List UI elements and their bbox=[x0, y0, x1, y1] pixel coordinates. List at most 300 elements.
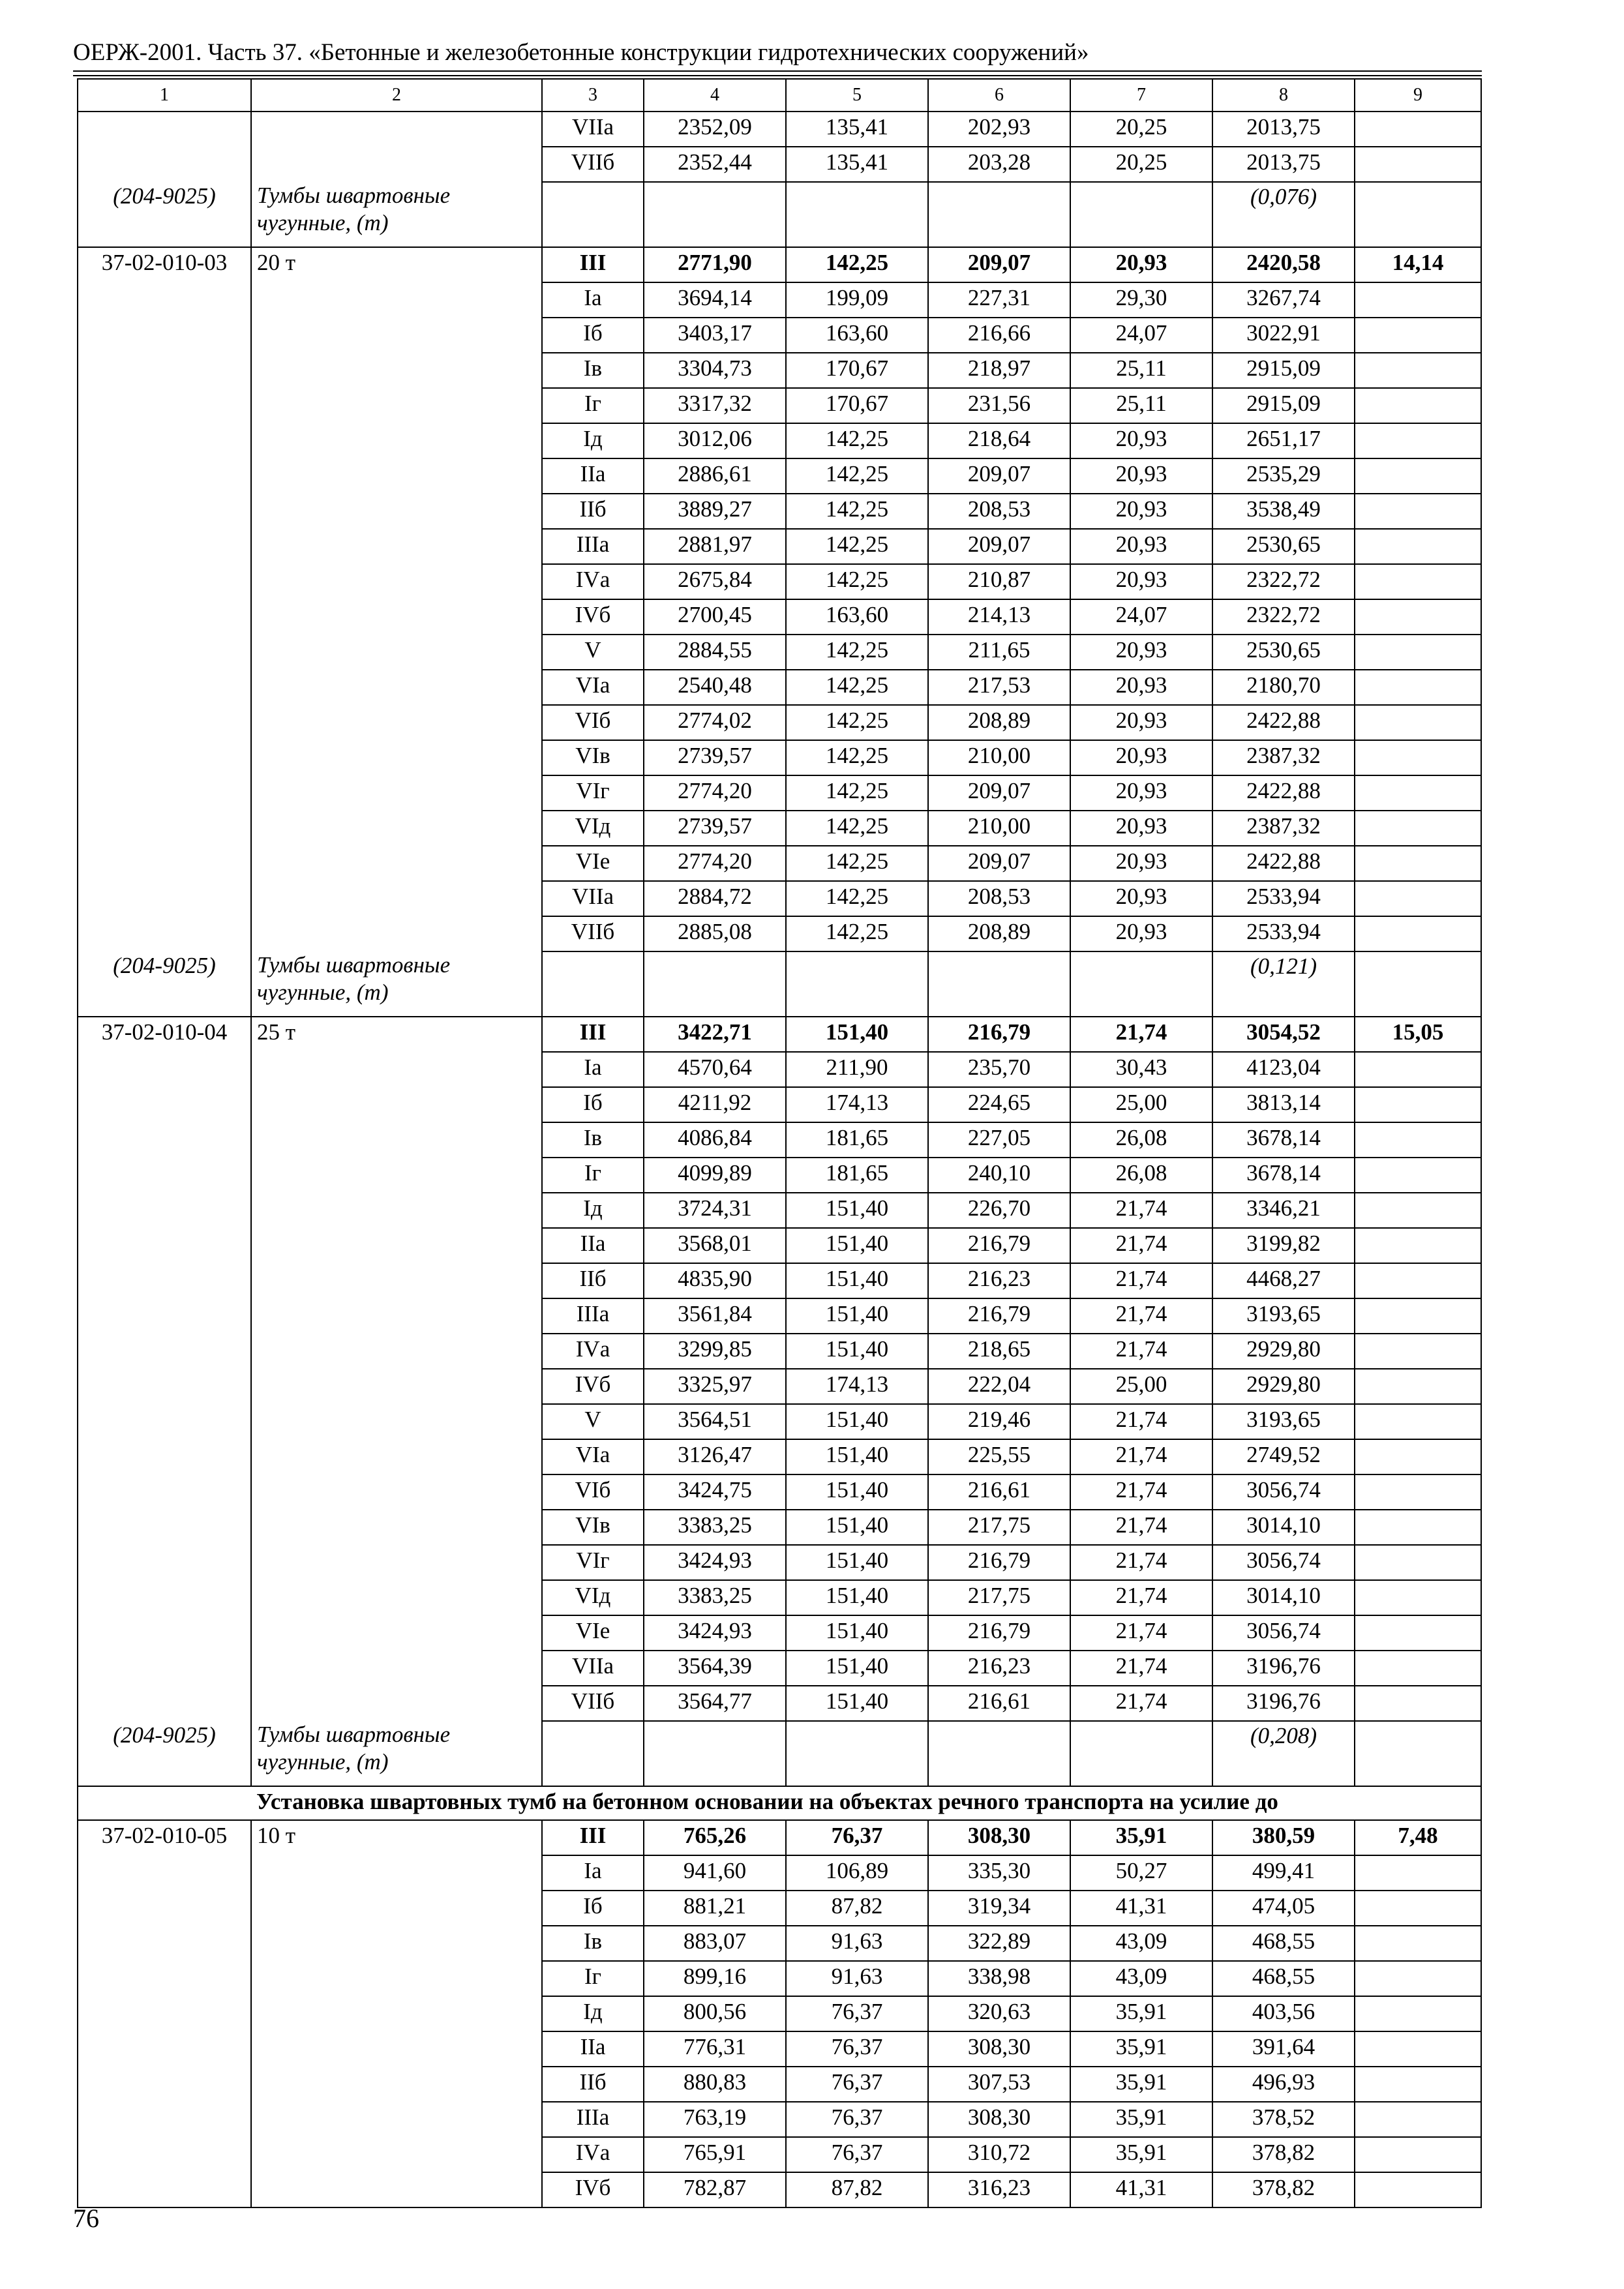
table-cell bbox=[251, 1052, 542, 1087]
table-cell: (204-9025) bbox=[78, 182, 251, 247]
table-cell: 2675,84 bbox=[644, 564, 786, 599]
table-cell: 20,93 bbox=[1070, 705, 1212, 740]
table-cell bbox=[1355, 1439, 1481, 1474]
table-cell bbox=[251, 1891, 542, 1926]
table-cell bbox=[1355, 846, 1481, 881]
table-cell bbox=[1355, 458, 1481, 494]
table-cell: 151,40 bbox=[786, 1298, 928, 1334]
table-cell: 3317,32 bbox=[644, 388, 786, 423]
table-row bbox=[78, 1961, 1481, 1996]
table-cell: 151,40 bbox=[786, 1615, 928, 1651]
table-cell bbox=[1355, 635, 1481, 670]
table-cell bbox=[78, 318, 251, 353]
table-cell bbox=[78, 1298, 251, 1334]
table-cell: 3196,76 bbox=[1212, 1651, 1355, 1686]
table-cell bbox=[644, 951, 786, 1017]
table-cell bbox=[1355, 775, 1481, 811]
table-cell: 310,72 bbox=[928, 2137, 1070, 2172]
table-cell: 3678,14 bbox=[1212, 1122, 1355, 1158]
table-cell bbox=[1355, 1961, 1481, 1996]
table-cell: 21,74 bbox=[1070, 1474, 1212, 1510]
table-cell: 41,31 bbox=[1070, 1891, 1212, 1926]
table-cell bbox=[251, 1961, 542, 1996]
table-row bbox=[78, 423, 1481, 458]
table-cell bbox=[251, 670, 542, 705]
table-row bbox=[78, 1686, 1481, 1721]
column-number: 6 bbox=[928, 79, 1070, 112]
table-cell: 3564,77 bbox=[644, 1686, 786, 1721]
table-cell: 209,07 bbox=[928, 458, 1070, 494]
table-cell bbox=[1355, 182, 1481, 247]
table-cell: 2651,17 bbox=[1212, 423, 1355, 458]
table-cell: 3424,93 bbox=[644, 1615, 786, 1651]
table-cell: 2352,09 bbox=[644, 112, 786, 147]
table-cell: 135,41 bbox=[786, 147, 928, 182]
table-cell: 3014,10 bbox=[1212, 1510, 1355, 1545]
table-cell bbox=[786, 182, 928, 247]
table-cell: 2700,45 bbox=[644, 599, 786, 635]
table-cell bbox=[1355, 1369, 1481, 1404]
table-cell: 380,59 bbox=[1212, 1820, 1355, 1855]
table-cell: 3346,21 bbox=[1212, 1193, 1355, 1228]
table-cell: 3678,14 bbox=[1212, 1158, 1355, 1193]
table-row bbox=[78, 705, 1481, 740]
table-cell bbox=[78, 112, 251, 147]
table-cell: 14,14 bbox=[1355, 247, 1481, 282]
table-cell: 142,25 bbox=[786, 916, 928, 951]
table-cell bbox=[1355, 1580, 1481, 1615]
table-cell: IVб bbox=[542, 599, 644, 635]
table-cell: 3568,01 bbox=[644, 1228, 786, 1263]
table-cell bbox=[78, 2137, 251, 2172]
table-cell bbox=[251, 1263, 542, 1298]
table-cell bbox=[1355, 1228, 1481, 1263]
table-cell: VIб bbox=[542, 1474, 644, 1510]
table-cell: 20,93 bbox=[1070, 247, 1212, 282]
table-cell bbox=[78, 775, 251, 811]
table-cell: Iг bbox=[542, 1158, 644, 1193]
table-cell: 3889,27 bbox=[644, 494, 786, 529]
table-cell bbox=[1355, 564, 1481, 599]
table-cell: 21,74 bbox=[1070, 1615, 1212, 1651]
table-cell bbox=[1355, 1615, 1481, 1651]
table-cell bbox=[78, 916, 251, 951]
table-cell bbox=[251, 1855, 542, 1891]
resource-note-row bbox=[78, 951, 1481, 1017]
table-cell: 21,74 bbox=[1070, 1404, 1212, 1439]
table-cell: Iд bbox=[542, 1193, 644, 1228]
table-cell bbox=[1355, 423, 1481, 458]
table-row bbox=[78, 494, 1481, 529]
table-cell: 25,11 bbox=[1070, 388, 1212, 423]
table-cell: VIд bbox=[542, 811, 644, 846]
table-cell: (0,208) bbox=[1212, 1721, 1355, 1786]
table-cell: 3014,10 bbox=[1212, 1580, 1355, 1615]
table-cell: 35,91 bbox=[1070, 1996, 1212, 2031]
table-cell: IVа bbox=[542, 564, 644, 599]
table-cell: 35,91 bbox=[1070, 2031, 1212, 2067]
table-cell: 20,93 bbox=[1070, 494, 1212, 529]
table-cell: 214,13 bbox=[928, 599, 1070, 635]
table-cell: 135,41 bbox=[786, 112, 928, 147]
table-cell: 20,93 bbox=[1070, 423, 1212, 458]
table-cell: 21,74 bbox=[1070, 1686, 1212, 1721]
table-cell bbox=[1355, 388, 1481, 423]
table-cell bbox=[251, 1545, 542, 1580]
table-cell: 2530,65 bbox=[1212, 635, 1355, 670]
table-cell: 219,46 bbox=[928, 1404, 1070, 1439]
table-cell: 765,91 bbox=[644, 2137, 786, 2172]
table-cell: 21,74 bbox=[1070, 1334, 1212, 1369]
table-cell: 21,74 bbox=[1070, 1510, 1212, 1545]
table-cell: 3304,73 bbox=[644, 353, 786, 388]
table-row bbox=[78, 2172, 1481, 2207]
table-cell: 151,40 bbox=[786, 1404, 928, 1439]
table-cell bbox=[251, 1228, 542, 1263]
table-cell bbox=[786, 1721, 928, 1786]
table-row bbox=[78, 1158, 1481, 1193]
table-cell: 151,40 bbox=[786, 1651, 928, 1686]
table-cell: 216,66 bbox=[928, 318, 1070, 353]
table-cell bbox=[1355, 2172, 1481, 2207]
table-cell bbox=[251, 705, 542, 740]
table-cell bbox=[251, 1404, 542, 1439]
table-cell: 151,40 bbox=[786, 1017, 928, 1052]
column-number: 5 bbox=[786, 79, 928, 112]
table-cell bbox=[1355, 1855, 1481, 1891]
table-cell: 10 т bbox=[251, 1820, 542, 1855]
table-row bbox=[78, 2031, 1481, 2067]
table-cell: 21,74 bbox=[1070, 1228, 1212, 1263]
table-row bbox=[78, 2137, 1481, 2172]
table-cell: 20,93 bbox=[1070, 564, 1212, 599]
table-cell: 320,63 bbox=[928, 1996, 1070, 2031]
table-row bbox=[78, 388, 1481, 423]
column-number: 9 bbox=[1355, 79, 1481, 112]
table-cell: 3199,82 bbox=[1212, 1228, 1355, 1263]
table-cell: III bbox=[542, 1820, 644, 1855]
table-row bbox=[78, 1334, 1481, 1369]
table-cell bbox=[1355, 112, 1481, 147]
table-cell: 202,93 bbox=[928, 112, 1070, 147]
table-cell bbox=[251, 1996, 542, 2031]
table-cell bbox=[78, 494, 251, 529]
table-cell: IIа bbox=[542, 458, 644, 494]
table-row bbox=[78, 881, 1481, 916]
table-cell: 3538,49 bbox=[1212, 494, 1355, 529]
table-cell bbox=[78, 705, 251, 740]
table-cell: 199,09 bbox=[786, 282, 928, 318]
table-cell bbox=[928, 1721, 1070, 1786]
table-cell: 170,67 bbox=[786, 388, 928, 423]
table-cell: 142,25 bbox=[786, 705, 928, 740]
table-cell: Iд bbox=[542, 423, 644, 458]
table-cell bbox=[1355, 1052, 1481, 1087]
table-cell: 3126,47 bbox=[644, 1439, 786, 1474]
table-cell bbox=[251, 740, 542, 775]
table-cell bbox=[1355, 1334, 1481, 1369]
table-cell bbox=[251, 1193, 542, 1228]
table-cell: 21,74 bbox=[1070, 1017, 1212, 1052]
section-title-row bbox=[78, 1786, 1481, 1820]
table-cell: 3564,39 bbox=[644, 1651, 786, 1686]
table-cell: 2749,52 bbox=[1212, 1439, 1355, 1474]
table-cell: 3022,91 bbox=[1212, 318, 1355, 353]
table-cell: 4086,84 bbox=[644, 1122, 786, 1158]
table-cell bbox=[928, 951, 1070, 1017]
table-row bbox=[78, 1651, 1481, 1686]
table-row bbox=[78, 564, 1481, 599]
table-cell: 883,07 bbox=[644, 1926, 786, 1961]
table-cell bbox=[78, 564, 251, 599]
table-cell bbox=[78, 670, 251, 705]
table-cell: 20,93 bbox=[1070, 529, 1212, 564]
table-cell: 211,65 bbox=[928, 635, 1070, 670]
table-cell: 217,75 bbox=[928, 1580, 1070, 1615]
table-cell: 3383,25 bbox=[644, 1580, 786, 1615]
table-cell: 30,43 bbox=[1070, 1052, 1212, 1087]
table-cell: 881,21 bbox=[644, 1891, 786, 1926]
table-body bbox=[78, 112, 1481, 2207]
table-cell: 20,93 bbox=[1070, 916, 1212, 951]
table-cell bbox=[251, 423, 542, 458]
table-cell: 800,56 bbox=[644, 1996, 786, 2031]
table-row bbox=[78, 1855, 1481, 1891]
table-cell: 3193,65 bbox=[1212, 1404, 1355, 1439]
table-cell bbox=[1355, 1474, 1481, 1510]
header-rule bbox=[73, 70, 1482, 72]
table-cell bbox=[1070, 951, 1212, 1017]
table-row bbox=[78, 1820, 1481, 1855]
table-row bbox=[78, 318, 1481, 353]
table-cell: 2013,75 bbox=[1212, 147, 1355, 182]
table-cell: 2533,94 bbox=[1212, 916, 1355, 951]
table-cell: 20 т bbox=[251, 247, 542, 282]
table-cell: 231,56 bbox=[928, 388, 1070, 423]
table-cell bbox=[1355, 494, 1481, 529]
table-row bbox=[78, 353, 1481, 388]
table-cell: 50,27 bbox=[1070, 1855, 1212, 1891]
table-cell: 76,37 bbox=[786, 1820, 928, 1855]
table-cell: 25,00 bbox=[1070, 1369, 1212, 1404]
table-cell: 142,25 bbox=[786, 529, 928, 564]
column-number: 7 bbox=[1070, 79, 1212, 112]
table-cell: IIб bbox=[542, 1263, 644, 1298]
table-cell: IVб bbox=[542, 2172, 644, 2207]
table-cell bbox=[542, 182, 644, 247]
resource-note-row bbox=[78, 182, 1481, 247]
table-cell: Тумбы швартовные чугунные, (т) bbox=[251, 1721, 542, 1786]
table-row bbox=[78, 811, 1481, 846]
table-cell bbox=[251, 112, 542, 147]
table-cell: VIв bbox=[542, 740, 644, 775]
table-cell bbox=[1355, 705, 1481, 740]
column-number: 2 bbox=[251, 79, 542, 112]
table-cell bbox=[78, 1926, 251, 1961]
table-cell bbox=[1355, 1087, 1481, 1122]
table-row bbox=[78, 1996, 1481, 2031]
table-cell: Iб bbox=[542, 1087, 644, 1122]
table-cell bbox=[78, 1193, 251, 1228]
table-cell bbox=[542, 1721, 644, 1786]
table-row bbox=[78, 1510, 1481, 1545]
table-row bbox=[78, 1926, 1481, 1961]
header-rule-double bbox=[73, 75, 1482, 76]
table-cell bbox=[251, 635, 542, 670]
table-cell: VIб bbox=[542, 705, 644, 740]
table-cell: 163,60 bbox=[786, 318, 928, 353]
table-cell bbox=[1355, 1510, 1481, 1545]
table-cell: Iг bbox=[542, 1961, 644, 1996]
column-number: 8 bbox=[1212, 79, 1355, 112]
table-cell bbox=[1355, 147, 1481, 182]
table-cell: 763,19 bbox=[644, 2102, 786, 2137]
table-cell: 3193,65 bbox=[1212, 1298, 1355, 1334]
table-cell: 338,98 bbox=[928, 1961, 1070, 1996]
table-cell: 21,74 bbox=[1070, 1263, 1212, 1298]
table-row bbox=[78, 2102, 1481, 2137]
table-cell: 151,40 bbox=[786, 1686, 928, 1721]
table-cell bbox=[1355, 1686, 1481, 1721]
table-cell bbox=[78, 2172, 251, 2207]
table-cell: 2774,20 bbox=[644, 775, 786, 811]
table-cell: 142,25 bbox=[786, 811, 928, 846]
table-row bbox=[78, 1228, 1481, 1263]
table-cell: 2771,90 bbox=[644, 247, 786, 282]
table-cell: 21,74 bbox=[1070, 1651, 1212, 1686]
table-cell: 209,07 bbox=[928, 846, 1070, 881]
table-cell: 378,82 bbox=[1212, 2137, 1355, 2172]
table-cell: 151,40 bbox=[786, 1580, 928, 1615]
table-cell: 217,53 bbox=[928, 670, 1070, 705]
table-cell: VIг bbox=[542, 1545, 644, 1580]
table-cell: Iб bbox=[542, 318, 644, 353]
table-cell bbox=[78, 1545, 251, 1580]
section-title: Установка швартовных тумб на бетонном основании на объектах речного транспорта на усилие до bbox=[251, 1786, 1481, 1820]
table-cell: 87,82 bbox=[786, 1891, 928, 1926]
table-cell bbox=[251, 811, 542, 846]
table-cell: 3424,75 bbox=[644, 1474, 786, 1510]
table-cell: 2881,97 bbox=[644, 529, 786, 564]
table-cell: 208,53 bbox=[928, 881, 1070, 916]
table-cell: 87,82 bbox=[786, 2172, 928, 2207]
table-cell bbox=[1355, 811, 1481, 846]
table-cell bbox=[1355, 740, 1481, 775]
table-row bbox=[78, 916, 1481, 951]
table-cell: 378,82 bbox=[1212, 2172, 1355, 2207]
table-cell bbox=[251, 458, 542, 494]
column-number: 1 bbox=[78, 79, 251, 112]
table-cell: 208,89 bbox=[928, 916, 1070, 951]
table-cell: VIIб bbox=[542, 1686, 644, 1721]
resource-note-row bbox=[78, 1721, 1481, 1786]
table-cell bbox=[786, 951, 928, 1017]
table-cell bbox=[1355, 353, 1481, 388]
table-cell: 765,26 bbox=[644, 1820, 786, 1855]
table-cell bbox=[78, 458, 251, 494]
table-cell bbox=[78, 2067, 251, 2102]
table-cell: 308,30 bbox=[928, 2031, 1070, 2067]
table-cell bbox=[78, 1263, 251, 1298]
table-cell: 217,75 bbox=[928, 1510, 1070, 1545]
table-cell bbox=[78, 1404, 251, 1439]
table-cell: 151,40 bbox=[786, 1545, 928, 1580]
table-cell: Iа bbox=[542, 1052, 644, 1087]
table-cell: IIб bbox=[542, 2067, 644, 2102]
table-cell: 2739,57 bbox=[644, 740, 786, 775]
table-cell: 91,63 bbox=[786, 1961, 928, 1996]
column-number-row bbox=[78, 79, 1481, 112]
table-cell: 216,61 bbox=[928, 1474, 1070, 1510]
table-cell: 216,79 bbox=[928, 1615, 1070, 1651]
column-number: 3 bbox=[542, 79, 644, 112]
table-cell: 20,93 bbox=[1070, 881, 1212, 916]
table-cell bbox=[78, 423, 251, 458]
table-cell: 2929,80 bbox=[1212, 1334, 1355, 1369]
table-cell bbox=[78, 353, 251, 388]
table-cell: 2884,72 bbox=[644, 881, 786, 916]
table-cell: 3267,74 bbox=[1212, 282, 1355, 318]
table-row bbox=[78, 846, 1481, 881]
table-cell: 2886,61 bbox=[644, 458, 786, 494]
table-row bbox=[78, 1087, 1481, 1122]
table-cell bbox=[78, 599, 251, 635]
table-cell bbox=[251, 1615, 542, 1651]
table-cell bbox=[78, 1087, 251, 1122]
table-cell bbox=[1355, 1122, 1481, 1158]
table-cell: 20,93 bbox=[1070, 811, 1212, 846]
table-cell: 2915,09 bbox=[1212, 353, 1355, 388]
table-row bbox=[78, 1474, 1481, 1510]
table-cell: 322,89 bbox=[928, 1926, 1070, 1961]
table-cell: 216,79 bbox=[928, 1298, 1070, 1334]
table-cell: Iб bbox=[542, 1891, 644, 1926]
table-cell: 203,28 bbox=[928, 147, 1070, 182]
table-cell: 142,25 bbox=[786, 564, 928, 599]
table-cell: IVб bbox=[542, 1369, 644, 1404]
table-row bbox=[78, 775, 1481, 811]
table-cell bbox=[251, 529, 542, 564]
table-cell: 2322,72 bbox=[1212, 564, 1355, 599]
table-cell: 181,65 bbox=[786, 1158, 928, 1193]
table-cell: 151,40 bbox=[786, 1334, 928, 1369]
table-cell bbox=[1355, 2137, 1481, 2172]
table-cell: 468,55 bbox=[1212, 1961, 1355, 1996]
table-cell bbox=[251, 318, 542, 353]
table-cell: 4570,64 bbox=[644, 1052, 786, 1087]
table-cell: Iг bbox=[542, 388, 644, 423]
table-cell bbox=[78, 388, 251, 423]
table-cell: 37-02-010-03 bbox=[78, 247, 251, 282]
table-cell: 41,31 bbox=[1070, 2172, 1212, 2207]
table-cell bbox=[251, 881, 542, 916]
table-cell bbox=[78, 1686, 251, 1721]
table-cell bbox=[1355, 282, 1481, 318]
table-cell bbox=[1355, 1721, 1481, 1786]
table-cell: (0,076) bbox=[1212, 182, 1355, 247]
table-cell: 174,13 bbox=[786, 1087, 928, 1122]
table-cell: IIб bbox=[542, 494, 644, 529]
table-cell: Iв bbox=[542, 1926, 644, 1961]
table-cell: 142,25 bbox=[786, 846, 928, 881]
table-cell: 2352,44 bbox=[644, 147, 786, 182]
table-cell: 37-02-010-05 bbox=[78, 1820, 251, 1855]
table-cell: 3056,74 bbox=[1212, 1474, 1355, 1510]
table-cell: Тумбы швартовные чугунные, (т) bbox=[251, 951, 542, 1017]
table-cell: 3724,31 bbox=[644, 1193, 786, 1228]
table-cell: (204-9025) bbox=[78, 1721, 251, 1786]
table-cell: 35,91 bbox=[1070, 1820, 1212, 1855]
